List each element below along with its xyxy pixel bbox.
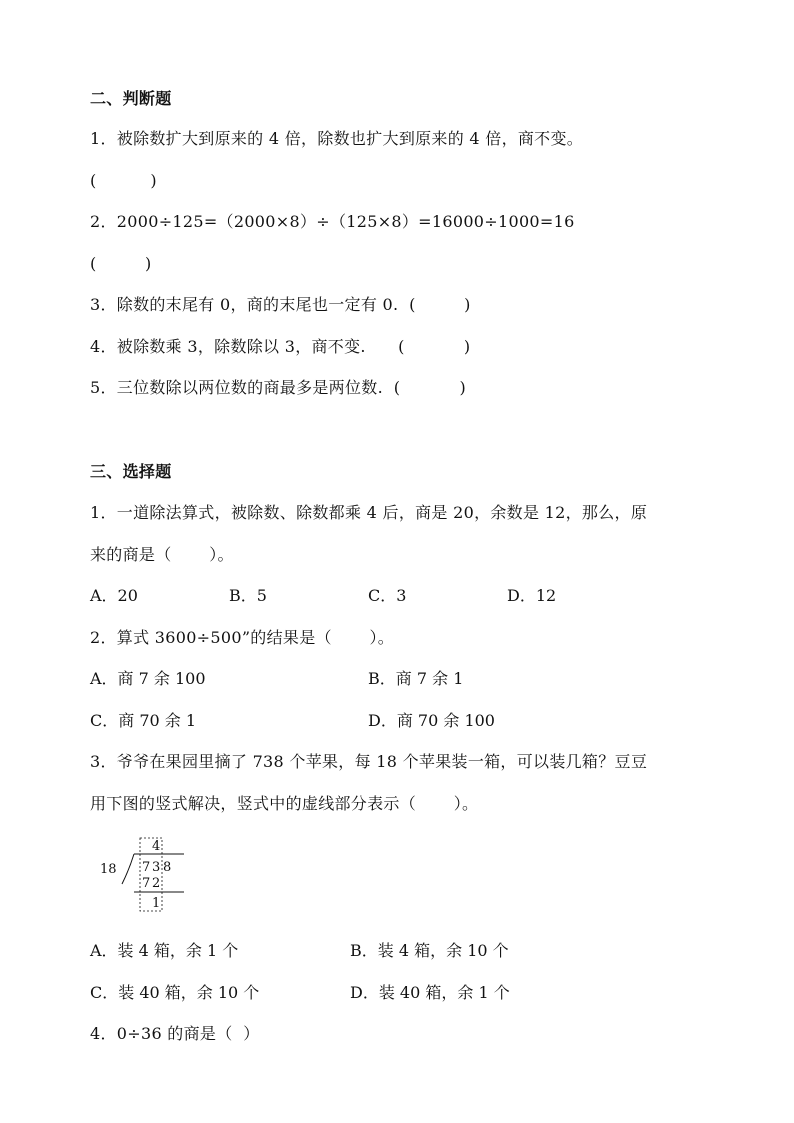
choice-q2-option-a: A．商 7 余 100 (90, 669, 206, 688)
section-heading-judgment: 二、判断题 (90, 89, 172, 108)
choice-question-1-cont: 来的商是（ ）。 (90, 545, 234, 564)
dividend-digit-2: 3 (152, 860, 161, 875)
dividend-digit-3: 8 (163, 860, 172, 875)
division-bracket (122, 854, 134, 884)
choice-q2-option-c: C．商 70 余 1 (90, 711, 197, 730)
judgment-question-3: 3．除数的末尾有 0，商的末尾也一定有 0. ( ) (90, 295, 471, 314)
choice-q3-option-c: C．装 40 箱，余 10 个 (90, 983, 260, 1002)
choice-q3-option-a: A．装 4 箱，余 1 个 (90, 941, 239, 960)
choice-question-3-cont: 用下图的竖式解决，竖式中的虚线部分表示（ ）。 (90, 794, 479, 813)
choice-q1-option-c: C．3 (368, 586, 407, 605)
choice-question-1: 1．一道除法算式，被除数、除数都乘 4 后，商是 20，余数是 12，那么，原 (90, 503, 648, 522)
product-digit-2: 2 (152, 876, 161, 891)
choice-q1-option-b: B．5 (229, 586, 267, 605)
judgment-answer-blank-2: ( ) (90, 254, 152, 273)
product-digit-1: 7 (142, 876, 151, 891)
judgment-answer-blank-1: ( ) (90, 171, 157, 190)
choice-question-4: 4．0÷36 的商是（ ） (90, 1024, 260, 1043)
judgment-question-5: 5．三位数除以两位数的商最多是两位数. ( ) (90, 378, 467, 397)
section-heading-choice: 三、选择题 (90, 462, 172, 481)
dividend-digit-1: 7 (142, 860, 151, 875)
choice-q2-option-d: D．商 70 余 100 (368, 711, 495, 730)
long-division-figure (96, 836, 206, 914)
choice-q3-option-b: B．装 4 箱，余 10 个 (350, 941, 509, 960)
choice-q3-option-d: D．装 40 箱，余 1 个 (350, 983, 510, 1002)
choice-q2-option-b: B．商 7 余 1 (368, 669, 464, 688)
long-division-diagram (96, 836, 206, 914)
choice-q1-option-a: A．20 (90, 586, 138, 605)
choice-question-2: 2．算式 3600÷500”的结果是（ ）。 (90, 628, 395, 647)
choice-q1-option-d: D．12 (507, 586, 557, 605)
choice-question-3: 3．爷爷在果园里摘了 738 个苹果，每 18 个苹果装一箱，可以装几箱？豆豆 (90, 752, 648, 771)
judgment-question-1: 1．被除数扩大到原来的 4 倍，除数也扩大到原来的 4 倍，商不变。 (90, 129, 584, 148)
judgment-question-2: 2．2000÷125=（2000×8）÷（125×8）=16000÷1000=16 (90, 212, 575, 231)
quotient-digit: 4 (152, 839, 161, 854)
judgment-question-4: 4．被除数乘 3，除数除以 3，商不变. ( ) (90, 337, 471, 356)
remainder-digit: 1 (152, 896, 161, 911)
divisor-number: 18 (100, 862, 117, 877)
